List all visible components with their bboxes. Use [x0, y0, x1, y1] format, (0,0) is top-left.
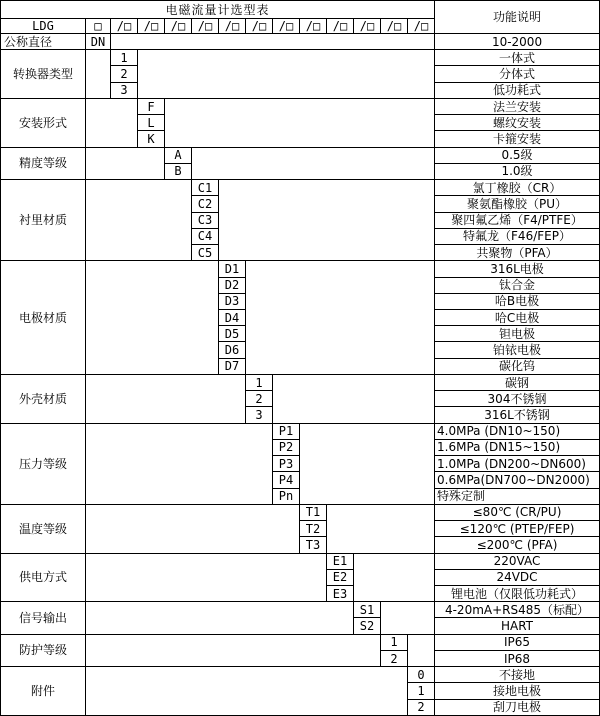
option-code: E3	[327, 585, 354, 601]
option-description: 哈B电极	[435, 293, 600, 309]
spacer-cell	[138, 50, 435, 99]
option-description: 0.5级	[435, 147, 600, 163]
option-description: 钛合金	[435, 277, 600, 293]
spacer-cell	[111, 34, 435, 50]
option-description: ≤120℃ (PTEP/FEP)	[435, 521, 600, 537]
spacer-cell	[86, 98, 138, 147]
option-description: 哈C电极	[435, 309, 600, 325]
model-prefix: LDG	[1, 19, 86, 34]
option-row	[1, 374, 600, 390]
option-code: C2	[192, 196, 219, 212]
selection-body	[1, 1, 600, 716]
option-code: 3	[111, 82, 138, 98]
option-code: Pn	[273, 488, 300, 504]
option-description: 铂铱电极	[435, 342, 600, 358]
model-slot-4: /□	[192, 19, 219, 34]
option-row	[1, 50, 600, 66]
option-description: ≤200℃ (PFA)	[435, 537, 600, 553]
option-description: 卡箍安装	[435, 131, 600, 147]
option-code: S2	[354, 618, 381, 634]
model-slot-3: /□	[165, 19, 192, 34]
option-description: 316L不锈钢	[435, 407, 600, 423]
option-code: C5	[192, 245, 219, 261]
spacer-cell	[86, 374, 246, 423]
model-slot-7: /□	[273, 19, 300, 34]
option-code: E2	[327, 569, 354, 585]
option-code: 0	[408, 667, 435, 683]
spacer-cell	[246, 261, 435, 375]
category-label: 安装形式	[1, 98, 86, 147]
spacer-cell	[86, 602, 354, 634]
spacer-cell	[86, 667, 408, 716]
option-description: IP65	[435, 634, 600, 650]
option-description: 法兰安装	[435, 98, 600, 114]
option-row	[1, 34, 600, 50]
category-label: 附件	[1, 667, 86, 716]
option-description: 分体式	[435, 66, 600, 82]
spacer-cell	[86, 423, 273, 504]
option-code: E1	[327, 553, 354, 569]
option-description: 锂电池（仅限低功耗式）	[435, 585, 600, 601]
model-slot-1: /□	[111, 19, 138, 34]
option-row	[1, 667, 600, 683]
option-code: C3	[192, 212, 219, 228]
title-row	[1, 1, 600, 19]
option-code: 2	[111, 66, 138, 82]
option-description: 特氟龙（F46/FEP）	[435, 228, 600, 244]
spacer-cell	[192, 147, 435, 179]
category-label: 外壳材质	[1, 374, 86, 423]
option-row	[1, 98, 600, 114]
spacer-cell	[408, 634, 435, 666]
option-code: 3	[246, 407, 273, 423]
option-row	[1, 602, 600, 618]
option-description: 聚四氟乙烯（F4/PTFE）	[435, 212, 600, 228]
option-code: D5	[219, 326, 246, 342]
option-code: C1	[192, 180, 219, 196]
option-row	[1, 504, 600, 520]
category-label: 压力等级	[1, 423, 86, 504]
option-code: A	[165, 147, 192, 163]
spacer-cell	[165, 98, 435, 147]
spacer-cell	[381, 602, 435, 634]
option-description: 4.0MPa (DN10~150)	[435, 423, 600, 439]
spacer-cell	[86, 504, 300, 553]
option-row	[1, 553, 600, 569]
option-code: D4	[219, 309, 246, 325]
option-description: 一体式	[435, 50, 600, 66]
spacer-cell	[86, 553, 327, 602]
option-description: HART	[435, 618, 600, 634]
option-description: 刮刀电极	[435, 699, 600, 715]
option-code: D3	[219, 293, 246, 309]
spacer-cell	[86, 261, 219, 375]
spacer-cell	[86, 50, 111, 99]
category-label: 转换器类型	[1, 50, 86, 99]
option-row	[1, 261, 600, 277]
option-description: 0.6MPa(DN700~DN2000)	[435, 472, 600, 488]
option-code: D1	[219, 261, 246, 277]
option-code: K	[138, 131, 165, 147]
option-code: DN	[86, 34, 111, 50]
category-label: 信号输出	[1, 602, 86, 634]
option-description: ≤80℃ (CR/PU)	[435, 504, 600, 520]
spacer-cell	[354, 553, 435, 602]
option-description: 低功耗式	[435, 82, 600, 98]
category-label: 防护等级	[1, 634, 86, 666]
option-code: B	[165, 163, 192, 179]
spacer-cell	[86, 634, 381, 666]
option-code: F	[138, 98, 165, 114]
option-code: 2	[408, 699, 435, 715]
option-code: 2	[246, 391, 273, 407]
option-description: 碳钢	[435, 374, 600, 390]
model-slot-6: /□	[246, 19, 273, 34]
model-slot-10: /□	[354, 19, 381, 34]
category-label: 精度等级	[1, 147, 86, 179]
option-code: P1	[273, 423, 300, 439]
option-description: 1.6MPa (DN15~150)	[435, 439, 600, 455]
option-code: P4	[273, 472, 300, 488]
option-description: 不接地	[435, 667, 600, 683]
option-description: 220VAC	[435, 553, 600, 569]
option-code: 1	[246, 374, 273, 390]
model-slot-12: /□	[408, 19, 435, 34]
option-code: T3	[300, 537, 327, 553]
option-description: 304不锈钢	[435, 391, 600, 407]
model-first-slot: □	[86, 19, 111, 34]
option-code: T1	[300, 504, 327, 520]
option-row	[1, 147, 600, 163]
option-code: C4	[192, 228, 219, 244]
model-slot-5: /□	[219, 19, 246, 34]
option-code: P3	[273, 456, 300, 472]
spacer-cell	[86, 147, 165, 179]
spacer-cell	[219, 180, 435, 261]
option-description: 10-2000	[435, 34, 600, 50]
option-code: 1	[111, 50, 138, 66]
category-label: 温度等级	[1, 504, 86, 553]
page-title: 电磁流量计选型表	[1, 1, 435, 19]
spacer-cell	[327, 504, 435, 553]
option-description: 接地电极	[435, 683, 600, 699]
option-code: D2	[219, 277, 246, 293]
spacer-cell	[86, 180, 192, 261]
spacer-cell	[300, 423, 435, 504]
option-description: 螺纹安装	[435, 115, 600, 131]
category-label: 公称直径	[1, 34, 86, 50]
option-description: IP68	[435, 650, 600, 666]
spacer-cell	[273, 374, 435, 423]
option-description: 316L电极	[435, 261, 600, 277]
option-code: L	[138, 115, 165, 131]
model-slot-2: /□	[138, 19, 165, 34]
option-code: T2	[300, 521, 327, 537]
option-row	[1, 634, 600, 650]
model-slot-11: /□	[381, 19, 408, 34]
category-label: 电极材质	[1, 261, 86, 375]
option-code: P2	[273, 439, 300, 455]
option-description: 1.0MPa (DN200~DN600)	[435, 456, 600, 472]
option-code: 1	[408, 683, 435, 699]
category-label: 供电方式	[1, 553, 86, 602]
option-row	[1, 423, 600, 439]
model-slot-9: /□	[327, 19, 354, 34]
option-description: 氯丁橡胶（CR）	[435, 180, 600, 196]
option-description: 特殊定制	[435, 488, 600, 504]
option-description: 碳化钨	[435, 358, 600, 374]
option-description: 共聚物（PFA）	[435, 245, 600, 261]
option-description: 4-20mA+RS485（标配）	[435, 602, 600, 618]
option-code: 1	[381, 634, 408, 650]
option-row	[1, 180, 600, 196]
option-description: 24VDC	[435, 569, 600, 585]
option-description: 钽电极	[435, 326, 600, 342]
model-slot-8: /□	[300, 19, 327, 34]
option-code: 2	[381, 650, 408, 666]
option-code: S1	[354, 602, 381, 618]
function-description-header: 功能说明	[435, 1, 600, 34]
option-description: 1.0级	[435, 163, 600, 179]
option-code: D7	[219, 358, 246, 374]
category-label: 衬里材质	[1, 180, 86, 261]
option-description: 聚氨酯橡胶（PU）	[435, 196, 600, 212]
option-code: D6	[219, 342, 246, 358]
